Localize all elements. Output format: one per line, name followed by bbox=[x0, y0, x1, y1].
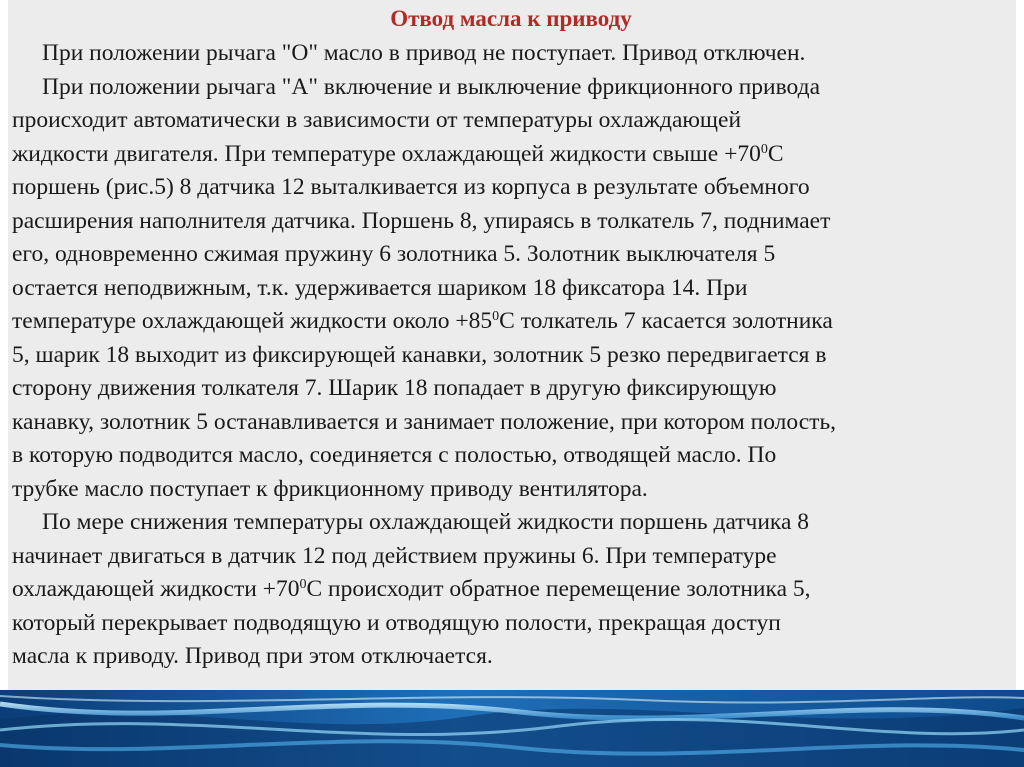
text-line: который перекрывает подводящую и отводящую полости, прекращая доступ bbox=[12, 609, 781, 636]
text-line: По мере снижения температуры охлаждающей жидкости поршень датчика 8 bbox=[42, 509, 810, 535]
decorative-wave-band bbox=[0, 690, 1024, 767]
degree-superscript: 0 bbox=[760, 141, 768, 157]
text-segment: С происходит обратное перемещение золотника 5, bbox=[306, 576, 811, 602]
paragraph bbox=[12, 506, 1010, 674]
text-line: При положении рычага "А" включение и выключение фрикционного привода bbox=[42, 73, 821, 100]
text-line: расширения наполнителя датчика. Поршень 8, упираясь в толкатель 7, поднимает bbox=[12, 207, 831, 234]
text-segment: С толкатель 7 касается золотника bbox=[499, 308, 833, 334]
body-text bbox=[12, 37, 1010, 674]
text-line: 5, шарик 18 выходит из фиксирующей канавки, золотник 5 резко передвигается в bbox=[12, 341, 827, 368]
slide-title: Отвод масла к приводу bbox=[390, 6, 632, 31]
text-line: остается неподвижным, т.к. удерживается шариком 18 фиксатора 14. При bbox=[12, 274, 748, 301]
text-line bbox=[12, 138, 1010, 172]
degree-superscript: 0 bbox=[299, 577, 307, 592]
text-line: сторону движения толкателя 7. Шарик 18 попадает в другую фиксирующую bbox=[12, 375, 777, 401]
text-line: При положении рычага "О" масло в привод не поступает. Привод отключен. bbox=[42, 40, 806, 66]
text-line: поршень (рис.5) 8 датчика 12 выталкивается из корпуса в результате объемного bbox=[12, 174, 810, 200]
text-line: масла к приводу. Привод при этом отключается. bbox=[12, 643, 493, 669]
text-line bbox=[12, 573, 1010, 607]
text-line: трубке масло поступает к фрикционному приводу вентилятора. bbox=[12, 475, 648, 502]
degree-superscript: 0 bbox=[492, 309, 500, 324]
text-line bbox=[12, 305, 1010, 339]
text-line: происходит автоматически в зависимости от температуры охлаждающей bbox=[12, 107, 742, 133]
text-line: канавку, золотник 5 останавливается и занимает положение, при котором полость, bbox=[12, 408, 837, 435]
text-line: его, одновременно сжимая пружину 6 золотника 5. Золотник выключателя 5 bbox=[12, 241, 776, 267]
text-segment: С bbox=[767, 140, 784, 167]
paragraph bbox=[12, 37, 1010, 71]
text-segment: жидкости двигателя. При температуре охлаждающей жидкости свыше +70 bbox=[12, 140, 761, 167]
text-line: в которую подводится масло, соединяется с полостью, отводящей масло. По bbox=[12, 442, 777, 468]
text-panel bbox=[8, 0, 1016, 690]
text-segment: температуре охлаждающей жидкости около +85 bbox=[12, 308, 493, 334]
text-segment: охлаждающей жидкости +70 bbox=[12, 576, 300, 602]
paragraph bbox=[12, 71, 1010, 507]
text-line: начинает двигаться в датчик 12 под действием пружины 6. При температуре bbox=[12, 542, 777, 569]
